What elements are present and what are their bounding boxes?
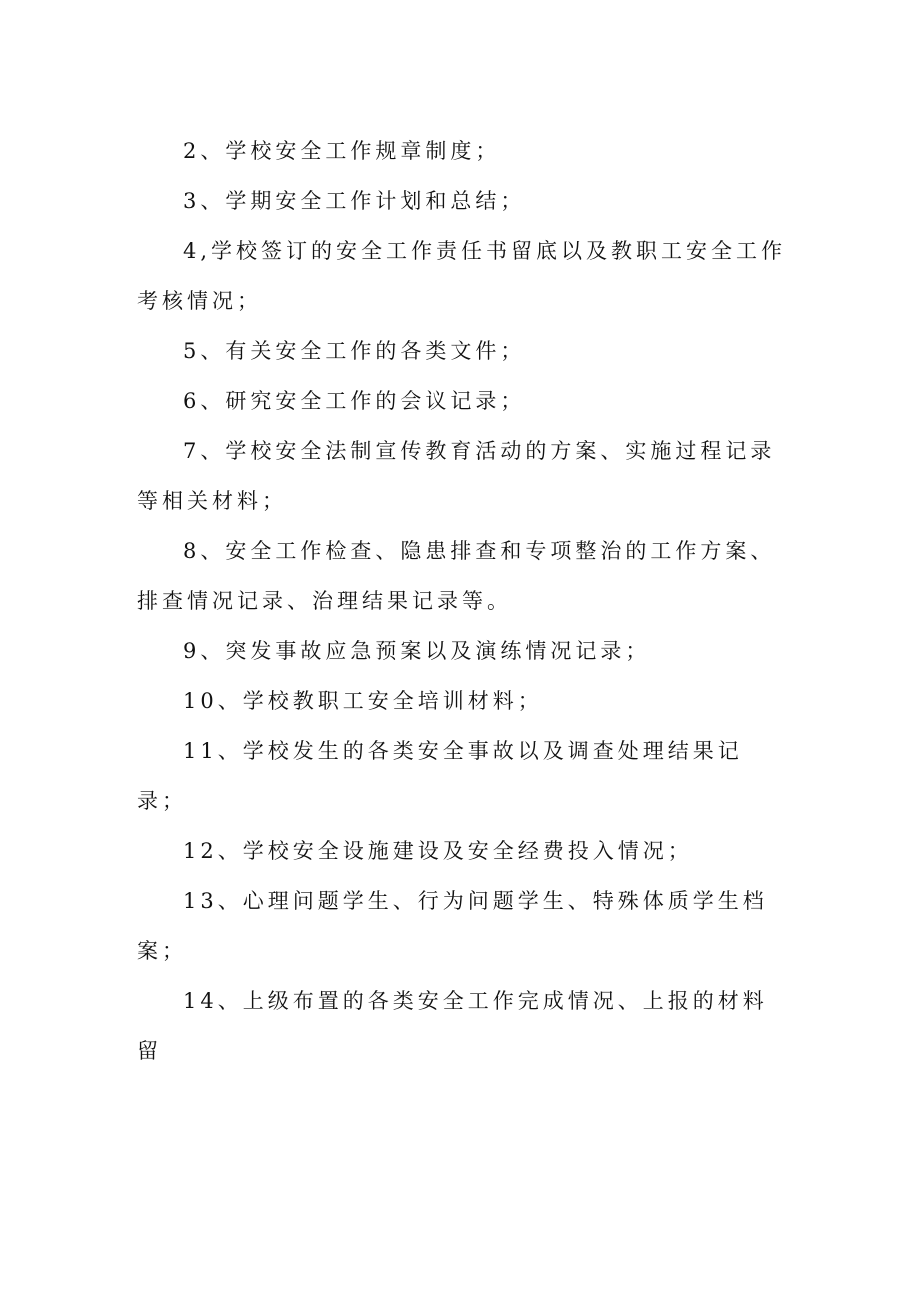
document-body — [137, 126, 792, 1076]
list-item: 11、学校发生的各类安全事故以及调查处理结果记录； — [137, 739, 743, 813]
list-item: 5、有关安全工作的各类文件； — [183, 339, 526, 363]
list-item: 6、研究安全工作的会议记录； — [183, 389, 526, 413]
list-item: 9、突发事故应急预案以及演练情况记录； — [183, 639, 651, 663]
list-item: 14、上级布置的各类安全工作完成情况、上报的材料留 — [137, 989, 768, 1063]
list-item: 4,学校签订的安全工作责任书留底以及教职工安全工作考核情况； — [137, 239, 787, 313]
list-item: 8、安全工作检查、隐患排查和专项整治的工作方案、排查情况记录、治理结果记录等。 — [137, 539, 776, 613]
list-item: 3、学期安全工作计划和总结； — [183, 189, 526, 213]
list-item: 13、心理问题学生、行为问题学生、特殊体质学生档案； — [137, 889, 768, 963]
list-item: 10、学校教职工安全培训材料； — [183, 689, 543, 713]
list-item: 2、学校安全工作规章制度； — [183, 139, 501, 163]
list-item: 12、学校安全设施建设及安全经费投入情况； — [183, 839, 693, 863]
list-item: 7、学校安全法制宣传教育活动的方案、实施过程记录等相关材料； — [137, 439, 776, 513]
